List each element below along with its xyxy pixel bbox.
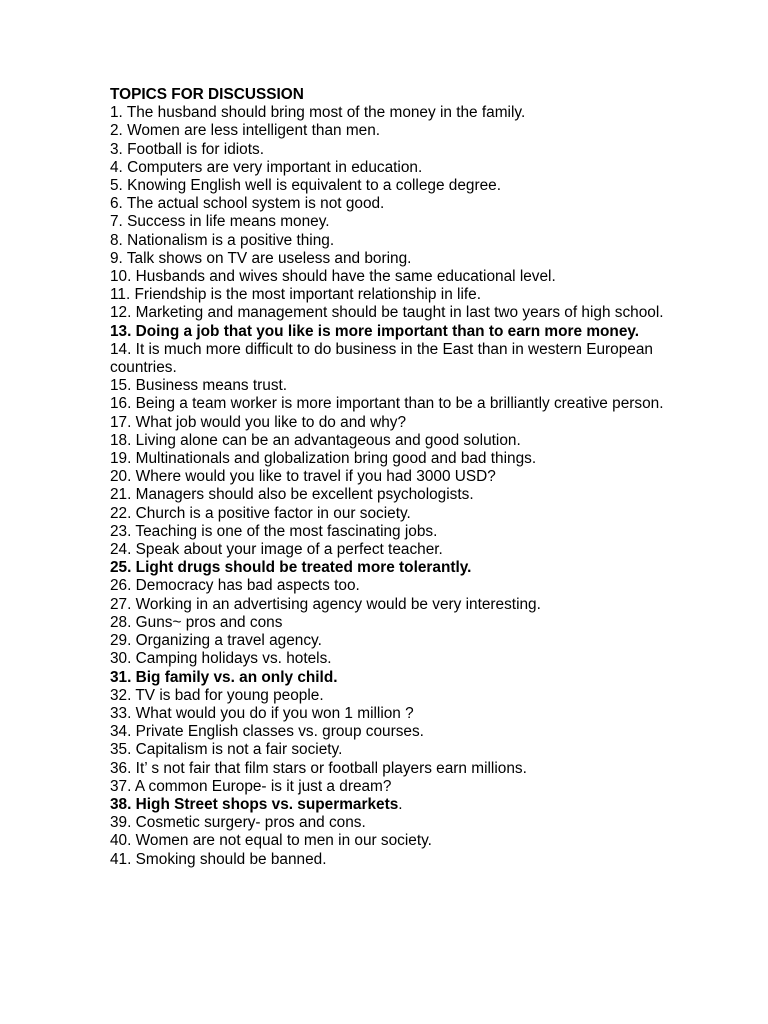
topic-item — [110, 341, 670, 377]
topic-text: 35. Capitalism is not a fair society. — [110, 741, 343, 759]
topic-item — [110, 250, 670, 268]
topic-text: 26. Democracy has bad aspects too. — [110, 577, 360, 595]
topic-text: 5. Knowing English well is equivalent to a college degree. — [110, 177, 501, 195]
topic-item — [110, 577, 670, 595]
topic-item — [110, 141, 670, 159]
topic-item — [110, 468, 670, 486]
topic-item — [110, 232, 670, 250]
topic-text: 41. Smoking should be banned. — [110, 850, 327, 868]
topic-text: 8. Nationalism is a positive thing. — [110, 231, 335, 249]
topic-item — [110, 741, 670, 759]
topic-item — [110, 414, 670, 432]
topic-text-suffix: . — [398, 795, 403, 813]
topic-text: 11. Friendship is the most important relationship in life. — [110, 286, 481, 304]
topic-text: 4. Computers are very important in education. — [110, 158, 423, 176]
topic-item — [110, 832, 670, 850]
topic-item — [110, 541, 670, 559]
topic-item — [110, 286, 670, 304]
topic-text: 38. High Street shops vs. supermarkets — [110, 795, 399, 813]
topic-text: 33. What would you do if you won 1 million ? — [110, 704, 414, 722]
topic-item — [110, 596, 670, 614]
topic-item — [110, 323, 670, 341]
topic-item — [110, 650, 670, 668]
topic-item — [110, 104, 670, 122]
topic-text: 2. Women are less intelligent than men. — [110, 122, 381, 140]
topic-text: 34. Private English classes vs. group courses. — [110, 723, 424, 741]
topic-item — [110, 377, 670, 395]
topic-text: 1. The husband should bring most of the money in the family. — [110, 104, 526, 122]
topic-item — [110, 632, 670, 650]
topic-text: 6. The actual school system is not good. — [110, 195, 385, 213]
topic-text: 10. Husbands and wives should have the same educational level. — [110, 268, 556, 286]
topic-item — [110, 395, 670, 413]
topic-text: 18. Living alone can be an advantageous and good solution. — [110, 431, 521, 449]
topic-item — [110, 505, 670, 523]
topic-text: 31. Big family vs. an only child. — [110, 668, 338, 686]
topics-list — [110, 104, 670, 869]
topic-item — [110, 559, 670, 577]
topic-item — [110, 669, 670, 687]
topic-item — [110, 177, 670, 195]
document-page — [110, 86, 670, 869]
topic-item — [110, 213, 670, 231]
topic-item — [110, 778, 670, 796]
topic-item — [110, 687, 670, 705]
document-title: TOPICS FOR DISCUSSION — [110, 86, 304, 103]
topic-text: 13. Doing a job that you like is more important than to earn more money. — [110, 322, 640, 340]
topic-text: 30. Camping holidays vs. hotels. — [110, 650, 332, 668]
topic-text: 32. TV is bad for young people. — [110, 686, 324, 704]
topic-item — [110, 851, 670, 869]
topic-text: 9. Talk shows on TV are useless and boring. — [110, 249, 412, 267]
topic-text: 3. Football is for idiots. — [110, 140, 264, 158]
topic-text: 20. Where would you like to travel if you had 3000 USD? — [110, 468, 496, 486]
topic-text: 36. It’ s not fair that film stars or football players earn millions. — [110, 759, 527, 777]
topic-item — [110, 814, 670, 832]
topic-item — [110, 304, 670, 322]
topic-text: 24. Speak about your image of a perfect teacher. — [110, 541, 443, 559]
topic-text: 17. What job would you like to do and why? — [110, 413, 407, 431]
topic-item — [110, 195, 670, 213]
topic-text: 29. Organizing a travel agency. — [110, 632, 322, 650]
topic-text: 14. It is much more difficult to do business in the East than in western European countries. — [110, 340, 653, 377]
topic-item — [110, 796, 670, 814]
topic-text: 7. Success in life means money. — [110, 213, 330, 231]
topic-text: 25. Light drugs should be treated more tolerantly. — [110, 559, 472, 577]
topic-item — [110, 450, 670, 468]
topic-item — [110, 705, 670, 723]
topic-item — [110, 614, 670, 632]
topic-text: 15. Business means trust. — [110, 377, 288, 395]
topic-text: 12. Marketing and management should be taught in last two years of high school. — [110, 304, 664, 322]
topic-item — [110, 486, 670, 504]
topic-text: 28. Guns~ pros and cons — [110, 613, 283, 631]
topic-item — [110, 723, 670, 741]
topic-text: 22. Church is a positive factor in our society. — [110, 504, 411, 522]
topic-text: 23. Teaching is one of the most fascinating jobs. — [110, 522, 438, 540]
topic-text: 37. A common Europe- is it just a dream? — [110, 777, 392, 795]
topic-text: 19. Multinationals and globalization bring good and bad things. — [110, 450, 537, 468]
topic-item — [110, 523, 670, 541]
topic-text: 16. Being a team worker is more important than to be a brilliantly creative person. — [110, 395, 664, 413]
topic-text: 21. Managers should also be excellent psychologists. — [110, 486, 474, 504]
topic-text: 39. Cosmetic surgery- pros and cons. — [110, 814, 366, 832]
topic-text: 40. Women are not equal to men in our society. — [110, 832, 432, 850]
topic-text: 27. Working in an advertising agency would be very interesting. — [110, 595, 541, 613]
topic-item — [110, 159, 670, 177]
topic-item — [110, 268, 670, 286]
topic-item — [110, 432, 670, 450]
topic-item — [110, 122, 670, 140]
topic-item — [110, 760, 670, 778]
